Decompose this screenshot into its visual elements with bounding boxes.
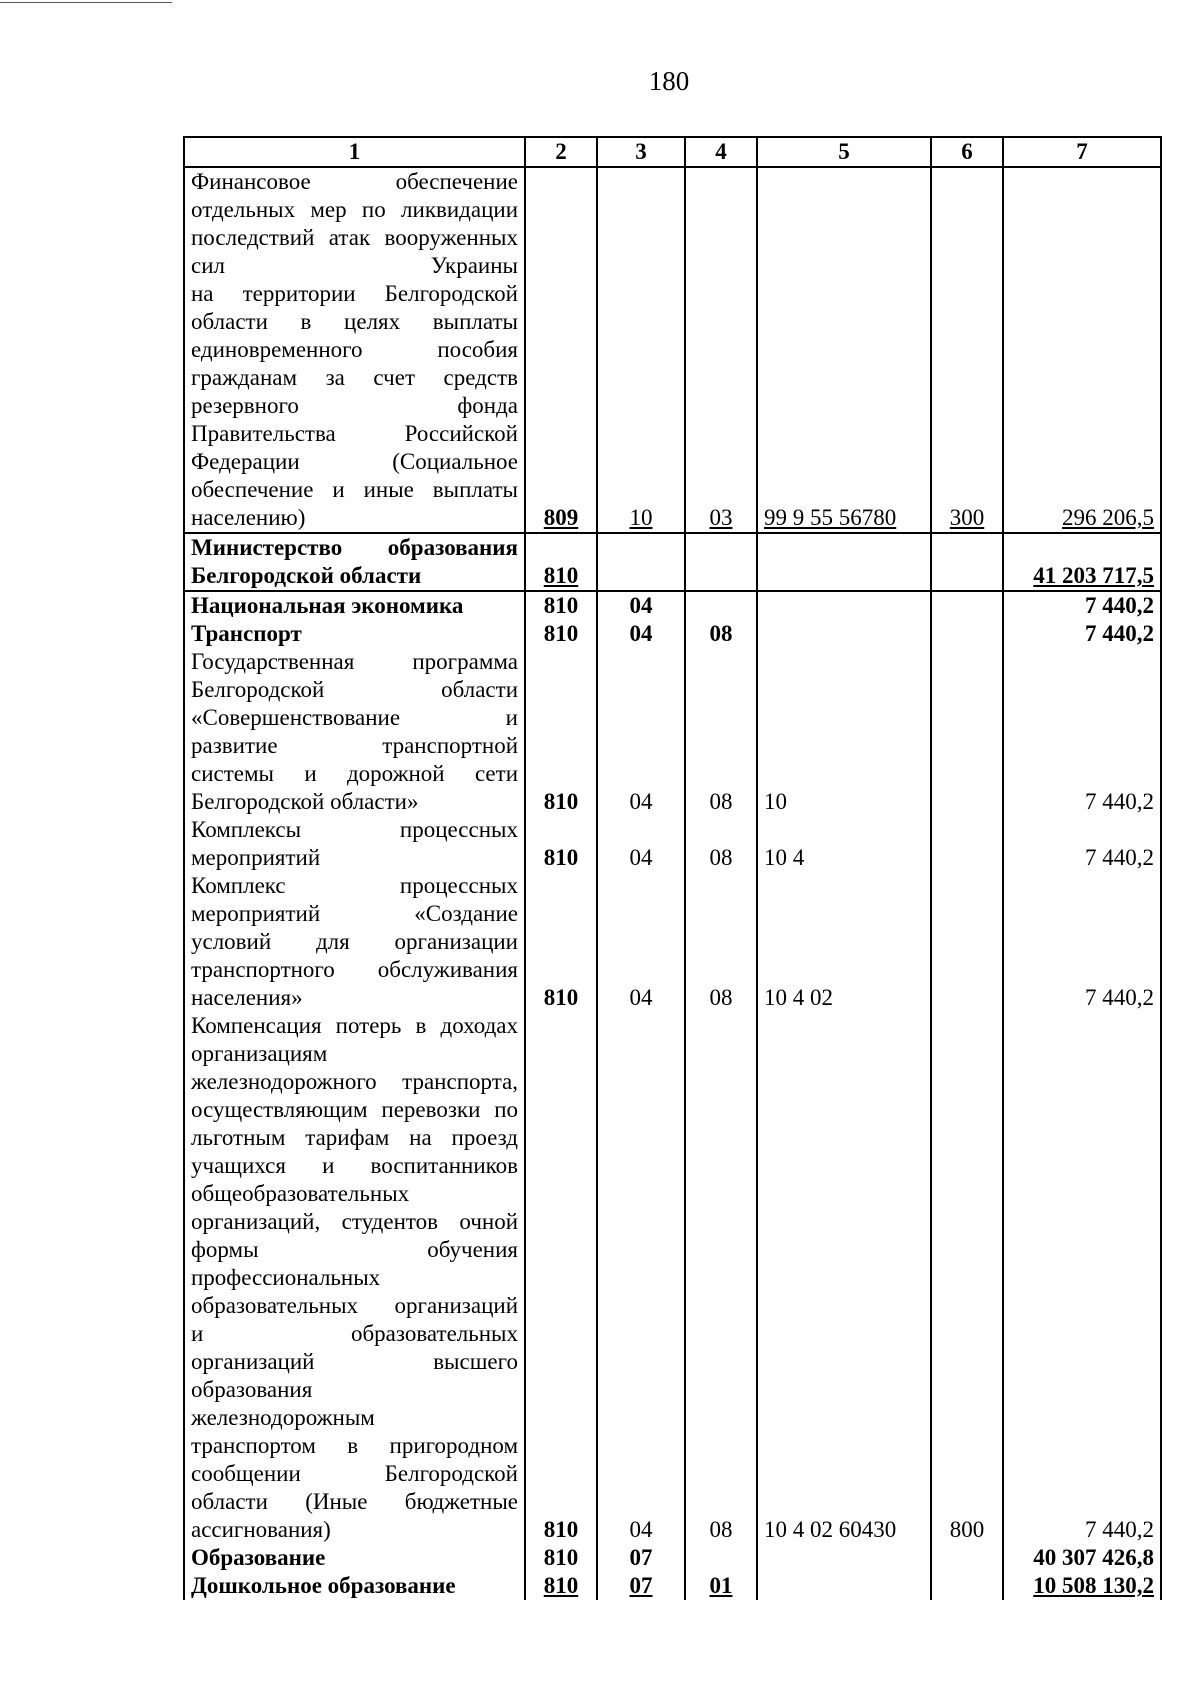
row-name-line: Правительства Российской: [191, 421, 518, 446]
row-expense-type: [931, 167, 1003, 533]
table-row: [184, 1544, 1161, 1572]
row-name-line: Комплекс процессных: [191, 873, 518, 898]
row-section: [597, 1544, 685, 1572]
row-amount-text: 7 440,2: [1085, 1517, 1154, 1542]
row-section-text: 04: [629, 845, 653, 870]
row-name-line: формы обучения: [191, 1237, 518, 1262]
row-amount-text: 40 307 426,8: [1033, 1545, 1154, 1570]
header-col-1: 1: [184, 137, 525, 167]
row-amount: [1003, 816, 1161, 872]
header-col-4: 4: [685, 137, 757, 167]
row-section: [597, 533, 685, 591]
table-row: [184, 1572, 1161, 1600]
row-amount-text: 7 440,2: [1085, 621, 1154, 646]
row-code-text: 810: [543, 563, 579, 588]
row-section: [597, 872, 685, 1012]
header-col-2: 2: [525, 137, 597, 167]
row-subsection: [685, 1012, 757, 1544]
header-col-7: 7: [1003, 137, 1161, 167]
row-subsection: [685, 167, 757, 533]
row-name: [184, 648, 525, 816]
row-target-code-text: 10: [764, 789, 787, 814]
row-name-line: «Совершенствование и: [191, 705, 518, 730]
row-expense-type: [931, 591, 1003, 620]
row-section-text: 10: [629, 505, 653, 530]
header-col-6: 6: [931, 137, 1003, 167]
row-name-line: гражданам за счет средств: [191, 365, 518, 390]
row-name: [184, 872, 525, 1012]
table-row: [184, 620, 1161, 648]
row-amount-text: 296 206,5: [1062, 505, 1154, 530]
row-name-line: Белгородской области»: [191, 789, 419, 814]
row-subsection: [685, 816, 757, 872]
row-target-code-text: 10 4: [764, 845, 805, 870]
row-section-text: 04: [629, 789, 653, 814]
row-target-code: [757, 1544, 931, 1572]
row-code-text: 810: [543, 593, 579, 618]
row-name-line: на территории Белгородской: [191, 281, 518, 306]
row-amount: [1003, 167, 1161, 533]
row-name-line: Белгородской области: [191, 563, 422, 588]
row-name: [184, 533, 525, 591]
row-code: [525, 591, 597, 620]
budget-table: [183, 136, 1162, 1600]
row-name-line: области (Иные бюджетные: [191, 1489, 518, 1514]
row-name-line: сообщении Белгородской: [191, 1461, 518, 1486]
table-row: [184, 167, 1161, 533]
row-name-line: льготным тарифам на проезд: [191, 1125, 518, 1150]
row-code: [525, 1012, 597, 1544]
row-amount: [1003, 620, 1161, 648]
row-subsection-text: 08: [709, 845, 733, 870]
row-section-text: 07: [629, 1573, 653, 1598]
row-expense-type: [931, 872, 1003, 1012]
row-amount: [1003, 648, 1161, 816]
row-expense-type: [931, 648, 1003, 816]
header-col-5: 5: [757, 137, 931, 167]
header-row: [184, 137, 1161, 167]
row-name-line: резервного фонда: [191, 393, 518, 418]
row-name-line: образовательных организаций: [191, 1293, 518, 1318]
row-amount-text: 7 440,2: [1085, 985, 1154, 1010]
row-expense-type: [931, 620, 1003, 648]
row-amount: [1003, 533, 1161, 591]
row-amount-text: 7 440,2: [1085, 845, 1154, 870]
row-name: [184, 1572, 525, 1600]
scan-edge-line: [0, 2, 172, 3]
row-subsection: [685, 872, 757, 1012]
row-name: [184, 620, 525, 648]
row-name-line: Министерство образования: [191, 535, 518, 560]
row-target-code: [757, 533, 931, 591]
row-name-line: условий для организации: [191, 929, 518, 954]
row-name-line: последствий атак вооруженных: [191, 225, 518, 250]
row-subsection: [685, 1544, 757, 1572]
row-code-text: 810: [543, 621, 579, 646]
row-expense-type-text: 800: [949, 1517, 985, 1542]
row-name-line: мероприятий: [191, 845, 321, 870]
row-expense-type: [931, 1572, 1003, 1600]
row-section: [597, 620, 685, 648]
row-amount-text: 41 203 717,5: [1033, 563, 1154, 588]
row-section: [597, 591, 685, 620]
row-name-line: Образование: [191, 1545, 326, 1570]
row-target-code-text: 10 4 02: [764, 985, 833, 1010]
row-target-code: [757, 648, 931, 816]
row-subsection: [685, 620, 757, 648]
row-code: [525, 533, 597, 591]
row-target-code: [757, 591, 931, 620]
row-section: [597, 167, 685, 533]
row-amount: [1003, 591, 1161, 620]
row-subsection-text: 03: [709, 505, 733, 530]
row-name-line: железнодорожного транспорта,: [191, 1069, 518, 1094]
row-section-text: 07: [629, 1545, 653, 1570]
row-name-line: общеобразовательных: [191, 1181, 410, 1206]
row-subsection: [685, 1572, 757, 1600]
row-name-line: Транспорт: [191, 621, 302, 646]
row-name-line: Государственная программа: [191, 649, 518, 674]
table-body: [184, 167, 1161, 1600]
row-code: [525, 816, 597, 872]
row-section-text: 04: [629, 985, 653, 1010]
row-name-line: системы и дорожной сети: [191, 761, 518, 786]
row-subsection-text: 01: [709, 1573, 733, 1598]
row-subsection-text: 08: [709, 985, 733, 1010]
row-amount: [1003, 1572, 1161, 1600]
row-name-line: Компенсация потерь в доходах: [191, 1013, 518, 1038]
table-row: [184, 533, 1161, 591]
table-row: [184, 816, 1161, 872]
row-name-line: Комплексы процессных: [191, 817, 518, 842]
row-target-code: [757, 620, 931, 648]
row-name: [184, 816, 525, 872]
row-code: [525, 872, 597, 1012]
row-name-line: области в целях выплаты: [191, 309, 518, 334]
row-name-line: сил Украины: [191, 253, 518, 278]
row-target-code: [757, 167, 931, 533]
row-name-line: отдельных мер по ликвидации: [191, 197, 518, 222]
row-name-line: организациям: [191, 1041, 328, 1066]
row-name-line: и образовательных: [191, 1321, 518, 1346]
row-section-text: 04: [629, 621, 653, 646]
row-amount: [1003, 872, 1161, 1012]
row-name-line: развитие транспортной: [191, 733, 518, 758]
row-target-code-text: 99 9 55 56780: [764, 505, 897, 530]
row-name: [184, 167, 525, 533]
row-name-line: транспортом в пригородном: [191, 1433, 518, 1458]
row-name-line: единовременного пособия: [191, 337, 518, 362]
row-expense-type: [931, 1012, 1003, 1544]
row-subsection: [685, 648, 757, 816]
row-code-text: 810: [543, 789, 579, 814]
row-name-line: Дошкольное образование: [191, 1573, 456, 1598]
row-amount-text: 10 508 130,2: [1033, 1573, 1154, 1598]
row-name-line: организаций высшего: [191, 1349, 518, 1374]
row-name-line: профессиональных: [191, 1265, 381, 1290]
row-section: [597, 1572, 685, 1600]
row-name: [184, 1012, 525, 1544]
row-subsection-text: 08: [709, 789, 733, 814]
row-name: [184, 591, 525, 620]
row-amount: [1003, 1544, 1161, 1572]
row-code-text: 810: [543, 845, 579, 870]
row-name-line: транспортного обслуживания: [191, 957, 518, 982]
row-name-line: Федерации (Социальное: [191, 449, 518, 474]
row-name-line: Национальная экономика: [191, 593, 464, 618]
row-expense-type: [931, 816, 1003, 872]
row-code-text: 809: [543, 505, 579, 530]
row-amount-text: 7 440,2: [1085, 593, 1154, 618]
row-name-line: ассигнования): [191, 1517, 331, 1542]
header-col-3: 3: [597, 137, 685, 167]
row-code: [525, 648, 597, 816]
row-code-text: 810: [543, 1545, 579, 1570]
row-subsection-text: 08: [709, 621, 733, 646]
row-code: [525, 1572, 597, 1600]
row-name-line: мероприятий «Создание: [191, 901, 518, 926]
row-name-line: образования: [191, 1377, 313, 1402]
row-expense-type-text: 300: [949, 505, 985, 530]
row-section-text: 04: [629, 593, 653, 618]
row-subsection-text: 08: [709, 1517, 733, 1542]
row-name-line: железнодорожным: [191, 1405, 375, 1430]
row-name-line: Финансовое обеспечение: [191, 169, 518, 194]
row-code-text: 810: [543, 985, 579, 1010]
row-name-line: населения»: [191, 985, 303, 1010]
row-section: [597, 1012, 685, 1544]
row-subsection: [685, 591, 757, 620]
row-expense-type: [931, 533, 1003, 591]
row-expense-type: [931, 1544, 1003, 1572]
row-amount: [1003, 1012, 1161, 1544]
row-name-line: организаций, студентов очной: [191, 1209, 518, 1234]
row-section-text: 04: [629, 1517, 653, 1542]
row-code: [525, 1544, 597, 1572]
table-row: [184, 648, 1161, 816]
page-number: 180: [648, 66, 690, 96]
row-code-text: 810: [543, 1573, 579, 1598]
row-section: [597, 648, 685, 816]
row-name-line: осуществляющим перевозки по: [191, 1097, 518, 1122]
row-target-code-text: 10 4 02 60430: [764, 1517, 897, 1542]
row-name: [184, 1544, 525, 1572]
row-section: [597, 816, 685, 872]
row-target-code: [757, 816, 931, 872]
row-name-line: учащихся и воспитанников: [191, 1153, 518, 1178]
row-target-code: [757, 872, 931, 1012]
row-name-line: Белгородской области: [191, 677, 518, 702]
row-target-code: [757, 1012, 931, 1544]
row-amount-text: 7 440,2: [1085, 789, 1154, 814]
table-row: [184, 1012, 1161, 1544]
row-target-code: [757, 1572, 931, 1600]
table-row: [184, 591, 1161, 620]
table-row: [184, 872, 1161, 1012]
row-code-text: 810: [543, 1517, 579, 1542]
row-code: [525, 167, 597, 533]
row-code: [525, 620, 597, 648]
row-name-line: населению): [191, 505, 306, 530]
row-subsection: [685, 533, 757, 591]
row-name-line: обеспечение и иные выплаты: [191, 477, 518, 502]
